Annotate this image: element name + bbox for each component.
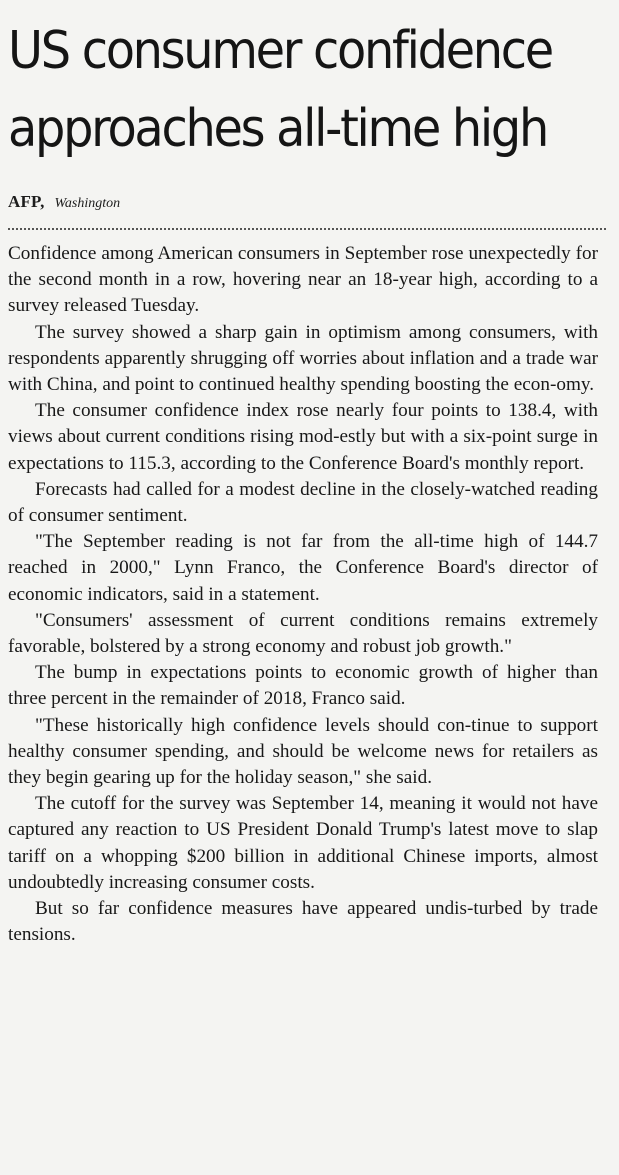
news-agency: AFP, xyxy=(8,192,45,211)
paragraph: The consumer confidence index rose nearly four points to 138.4, with views about current conditions rising mod-estly but with a six-point surge in expectations to 115.3, according to the Conference Board's monthly report. xyxy=(8,400,598,474)
paragraph: The bump in expectations points to economic growth of higher than three percent in the remainder of 2018, Franco said. xyxy=(8,662,598,710)
paragraph: "Consumers' assessment of current conditions remains extremely favorable, bolstered by a strong economy and robust job growth." xyxy=(8,609,598,658)
paragraph: "The September reading is not far from the all-time high of 144.7 reached in 2000," Lynn Franco, the Conference Board's director of economic indicators, said in a statement. xyxy=(8,531,598,605)
paragraph: The cutoff for the survey was September 14, meaning it would not have captured any reaction to US President Donald Trump's latest move to slap tariff on a whopping $200 billion in additional Chinese imports, almost undoubtedly increasing consumer costs. xyxy=(8,793,598,893)
headline-line-1: US consumer confidence xyxy=(8,21,552,81)
headline xyxy=(8,12,560,168)
paragraph: But so far confidence measures have appeared undis-turbed by trade tensions. xyxy=(8,898,598,946)
paragraph: Confidence among American consumers in September rose unexpectedly for the second month in a row, hovering near an 18-year high, according to a survey released Tuesday. xyxy=(8,243,598,317)
article-body xyxy=(8,241,598,948)
dotted-divider xyxy=(8,228,606,230)
dateline xyxy=(8,192,120,212)
paragraph: "These historically high confidence levels should con-tinue to support healthy consumer spending, and should be welcome news for retailers as they begin gearing up for the holiday season," she said. xyxy=(8,714,598,789)
paragraph: Forecasts had called for a modest decline in the closely-watched reading of consumer sentiment. xyxy=(8,478,598,527)
headline-line-2: approaches all-time high xyxy=(8,99,548,159)
paragraph: The survey showed a sharp gain in optimism among consumers, with respondents apparently shrugging off worries about inflation and a trade war with China, and point to continued healthy spending boosting the econ-omy. xyxy=(8,321,598,396)
dateline-location: Washington xyxy=(54,196,121,211)
